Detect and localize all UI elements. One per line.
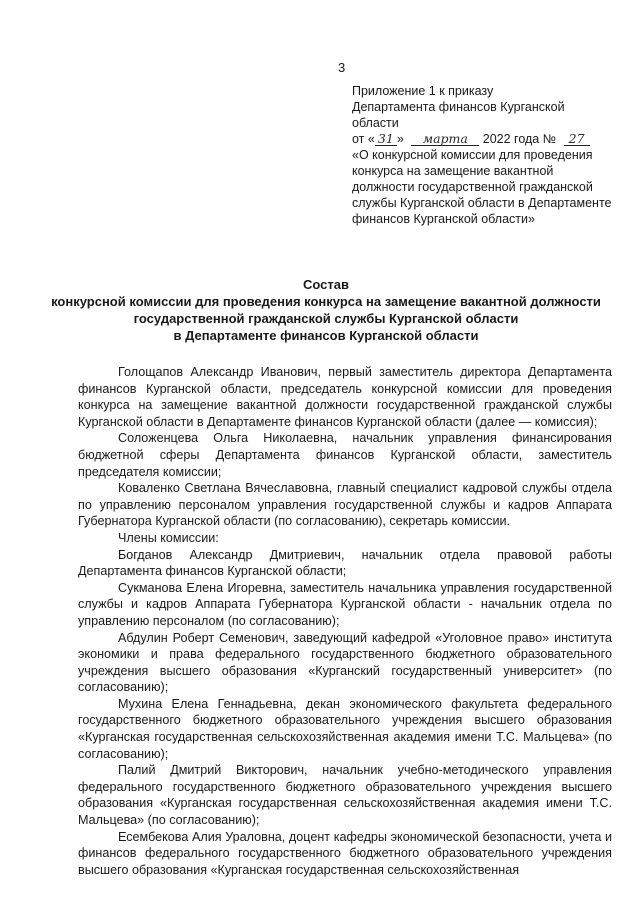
member-paragraph: Богданов Александр Дмитриевич, начальник отдела правовой работы Департамента финансов Курганской области; <box>78 547 612 579</box>
member-paragraph: Голощапов Александр Иванович, первый заместитель директора Департамента финансов Курганской области, председатель конкурсной комиссии для проведения конкурса на замещение вакантной должности государственной гражданской службы Курганской области в Департаменте финансов Курганской области (далее — комиссия); <box>78 365 612 429</box>
date-year: 2022 года № <box>482 132 557 146</box>
member-paragraph: Абдулин Роберт Семенович, заведующий кафедрой «Уголовное право» института экономики и права федерального государственного бюджетного образовательного учреждения высшего образования «Курганский государственный университет» (по согласованию); <box>78 630 612 695</box>
member-paragraph: Сукманова Елена Игоревна, заместитель начальника управления государственной службы и кадров Аппарата Губернатора Курганской области - начальник отдела по управлению персоналом (по согласованию); <box>78 580 612 628</box>
date-day: 31 <box>375 132 397 146</box>
appendix-header <box>352 83 612 227</box>
appendix-subject: «О конкурсной комиссии для проведения конкурса на замещение вакантной должности государственной гражданской службы Курганской области в Департаменте финансов Курганской области» <box>352 148 612 226</box>
commission-members <box>78 364 612 878</box>
page-number: 3 <box>338 60 346 75</box>
member-paragraph: Коваленко Светлана Вячеславовна, главный специалист кадровой службы отдела по управлению персоналом управления государственной службы и кадров Аппарата Губернатора Курганской области (по согласованию), секретарь комиссии. <box>78 481 612 529</box>
members-subheading: Члены комиссии: <box>118 530 219 545</box>
date-prefix: от « <box>352 132 375 146</box>
order-number: 27 <box>564 132 590 146</box>
date-month: марта <box>411 132 479 146</box>
appendix-line-3: области <box>352 116 399 130</box>
heading-title: Состав <box>303 277 349 292</box>
member-paragraph: Мухина Елена Геннадьевна, декан экономического факультета федерального государственного бюджетного образовательного учреждения высшего образования «Курганская государственная сельскохозяйственная академия имени Т.С. Мальцева» (по согласованию); <box>78 696 612 761</box>
appendix-line-1: Приложение 1 к приказу <box>352 84 494 98</box>
member-paragraph: Соложенцева Ольга Николаевна, начальник управления финансирования бюджетной сферы Департамента финансов Курганской области, заместитель председателя комиссии; <box>78 431 612 479</box>
date-close: » <box>396 132 404 146</box>
member-paragraph: Есембекова Алия Ураловна, доцент кафедры экономической безопасности, учета и финансов федерального государственного бюджетного образовательного учреждения высшего образования «Курганская государственная сельскохозяйственная <box>78 829 612 877</box>
heading-line-2: конкурсной комиссии для проведения конкурса на замещение вакантной должности государственной гражданской службы Курганской области <box>51 294 601 326</box>
document-heading <box>40 276 612 344</box>
member-paragraph: Палий Дмитрий Викторович, начальник учебно-методического управления федерального государственного бюджетного образовательного учреждения высшего образования «Курганская государственная сельскохозяйственная академия имени Т.С. Мальцева» (по согласованию); <box>78 763 612 828</box>
heading-line-3: в Департаменте финансов Курганской области <box>173 328 479 343</box>
appendix-date-line <box>352 131 612 147</box>
appendix-line-2: Департамента финансов Курганской <box>352 100 565 114</box>
